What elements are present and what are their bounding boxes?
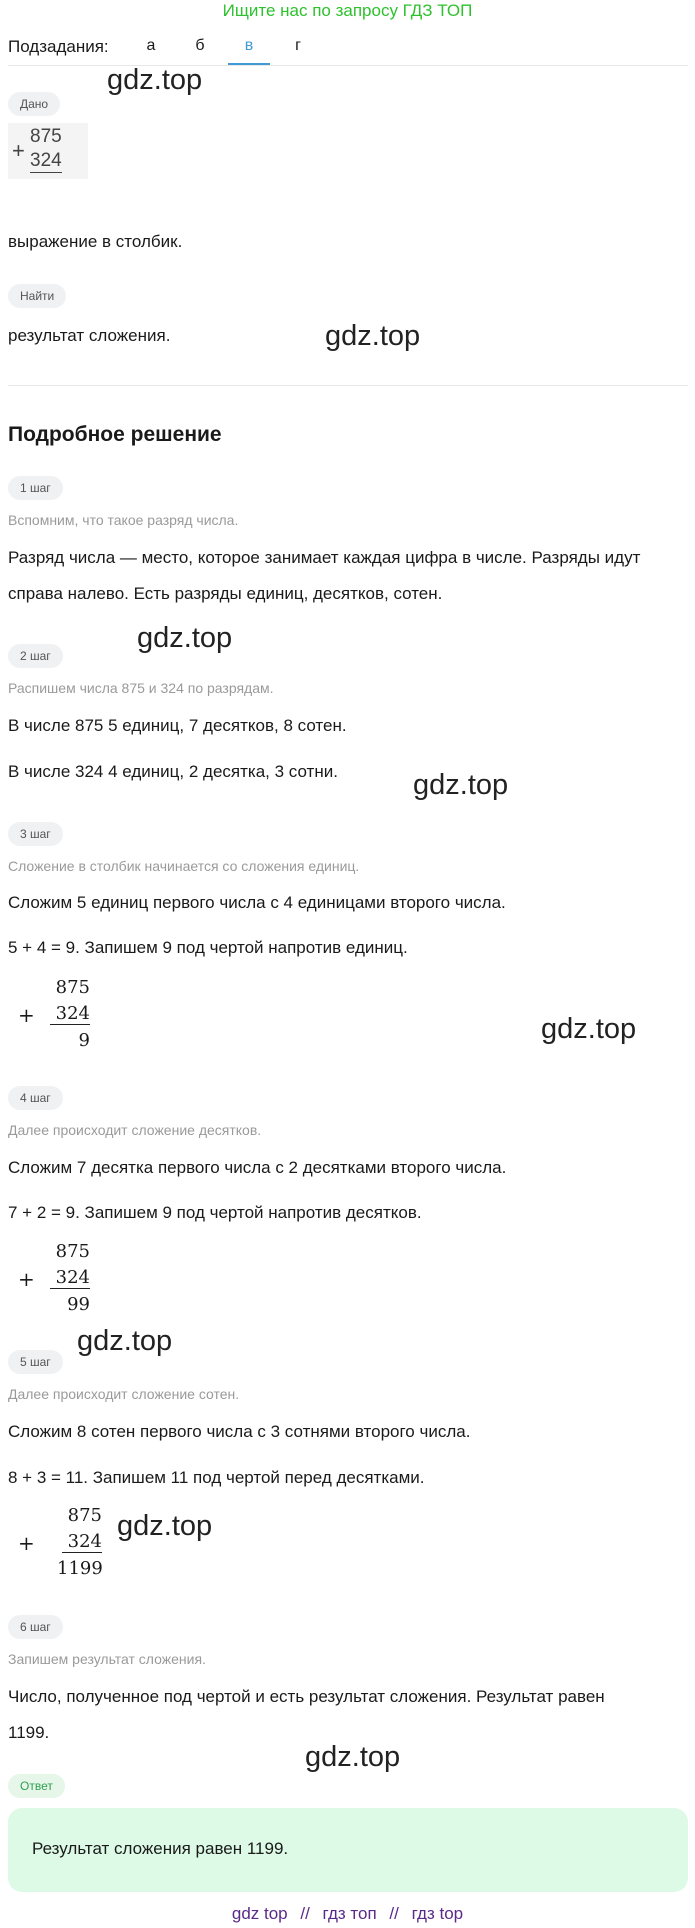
column-plus-sign: + xyxy=(18,1003,35,1027)
step-text: Число, полученное под чертой и есть результат сложения. Результат равен xyxy=(8,1687,605,1706)
footer-links xyxy=(0,1904,695,1924)
plus-sign: + xyxy=(12,138,25,163)
column-result: 99 xyxy=(67,1294,90,1315)
step-text: Сложим 5 единиц первого числа с 4 единицами второго числа. xyxy=(8,893,506,912)
step-badge: 6 шаг xyxy=(8,1615,63,1639)
watermark: gdz.top xyxy=(77,1325,173,1357)
step-text: 8 + 3 = 11. Запишем 11 под чертой перед десятками. xyxy=(8,1468,425,1487)
step-hint: Далее происходит сложение сотен. xyxy=(8,1386,240,1402)
find-text: результат сложения. xyxy=(8,326,171,345)
column-number-b: 324 xyxy=(50,1003,90,1025)
watermark: gdz.top xyxy=(137,622,233,654)
column-number-a: 875 xyxy=(67,1505,102,1526)
step-text: 1199. xyxy=(8,1723,50,1742)
footer-link[interactable]: гдз топ xyxy=(322,1904,377,1923)
column-number-b: 324 xyxy=(62,1531,102,1553)
tab-v[interactable]: в xyxy=(244,37,254,54)
column-plus-sign: + xyxy=(18,1531,35,1555)
footer-separator: // xyxy=(389,1904,399,1923)
watermark: gdz.top xyxy=(325,320,421,352)
step-hint: Запишем результат сложения. xyxy=(8,1651,206,1667)
column-result: 1199 xyxy=(57,1558,103,1579)
step-hint: Далее происходит сложение десятков. xyxy=(8,1122,262,1138)
column-plus-sign: + xyxy=(18,1267,35,1291)
footer-separator: // xyxy=(300,1904,310,1923)
watermark: gdz.top xyxy=(107,64,203,96)
column-result: 9 xyxy=(78,1030,90,1051)
find-badge: Найти xyxy=(8,284,66,308)
step-badge: 4 шаг xyxy=(8,1086,63,1110)
column-number-a: 875 xyxy=(55,977,90,998)
step-text: В числе 875 5 единиц, 7 десятков, 8 сотен. xyxy=(8,716,347,735)
search-banner: Ищите нас по запросу ГДЗ ТОП xyxy=(222,1,473,20)
step-text: В числе 324 4 единиц, 2 десятка, 3 сотни. xyxy=(8,762,338,781)
step-badge: 5 шаг xyxy=(8,1350,63,1374)
step-text: 7 + 2 = 9. Запишем 9 под чертой напротив десятков. xyxy=(8,1203,422,1222)
watermark: gdz.top xyxy=(413,769,509,801)
tab-g[interactable]: г xyxy=(295,37,301,54)
answer-badge: Ответ xyxy=(8,1774,65,1798)
tab-a[interactable]: а xyxy=(146,37,156,54)
step-hint: Сложение в столбик начинается со сложения единиц. xyxy=(8,858,360,874)
watermark: gdz.top xyxy=(117,1510,213,1542)
step-badge: 3 шаг xyxy=(8,822,63,846)
column-number-a: 875 xyxy=(55,1241,90,1262)
solution-heading: Подробное решение xyxy=(8,423,222,446)
step-text: справа налево. Есть разряды единиц, десятков, сотен. xyxy=(8,584,443,603)
given-badge: Дано xyxy=(8,92,60,116)
step-badge: 2 шаг xyxy=(8,644,63,668)
tab-b[interactable]: б xyxy=(195,37,205,54)
footer-link[interactable]: gdz top xyxy=(231,1904,288,1923)
watermark: gdz.top xyxy=(305,1741,401,1773)
answer-text: Результат сложения равен 1199. xyxy=(32,1839,289,1858)
watermark: gdz.top xyxy=(541,1013,637,1045)
step-badge: 1 шаг xyxy=(8,476,63,500)
column-number-b: 324 xyxy=(50,1267,90,1289)
subtasks-label: Подзадания: xyxy=(8,37,109,56)
step-text: Сложим 8 сотен первого числа с 3 сотнями второго числа. xyxy=(8,1422,471,1441)
given-top-number: 875 xyxy=(30,126,62,147)
given-text: выражение в столбик. xyxy=(8,232,183,251)
step-hint: Распишем числа 875 и 324 по разрядам. xyxy=(8,680,274,696)
footer-link[interactable]: гдз top xyxy=(411,1904,464,1923)
section-divider xyxy=(8,385,688,386)
step-hint: Вспомним, что такое разряд числа. xyxy=(8,512,239,528)
step-text: Разряд числа — место, которое занимает каждая цифра в числе. Разряды идут xyxy=(8,548,641,567)
given-bottom-number: 324 xyxy=(30,150,62,171)
step-text: Сложим 7 десятка первого числа с 2 десятками второго числа. xyxy=(8,1158,507,1177)
step-text: 5 + 4 = 9. Запишем 9 под чертой напротив единиц. xyxy=(8,938,408,957)
